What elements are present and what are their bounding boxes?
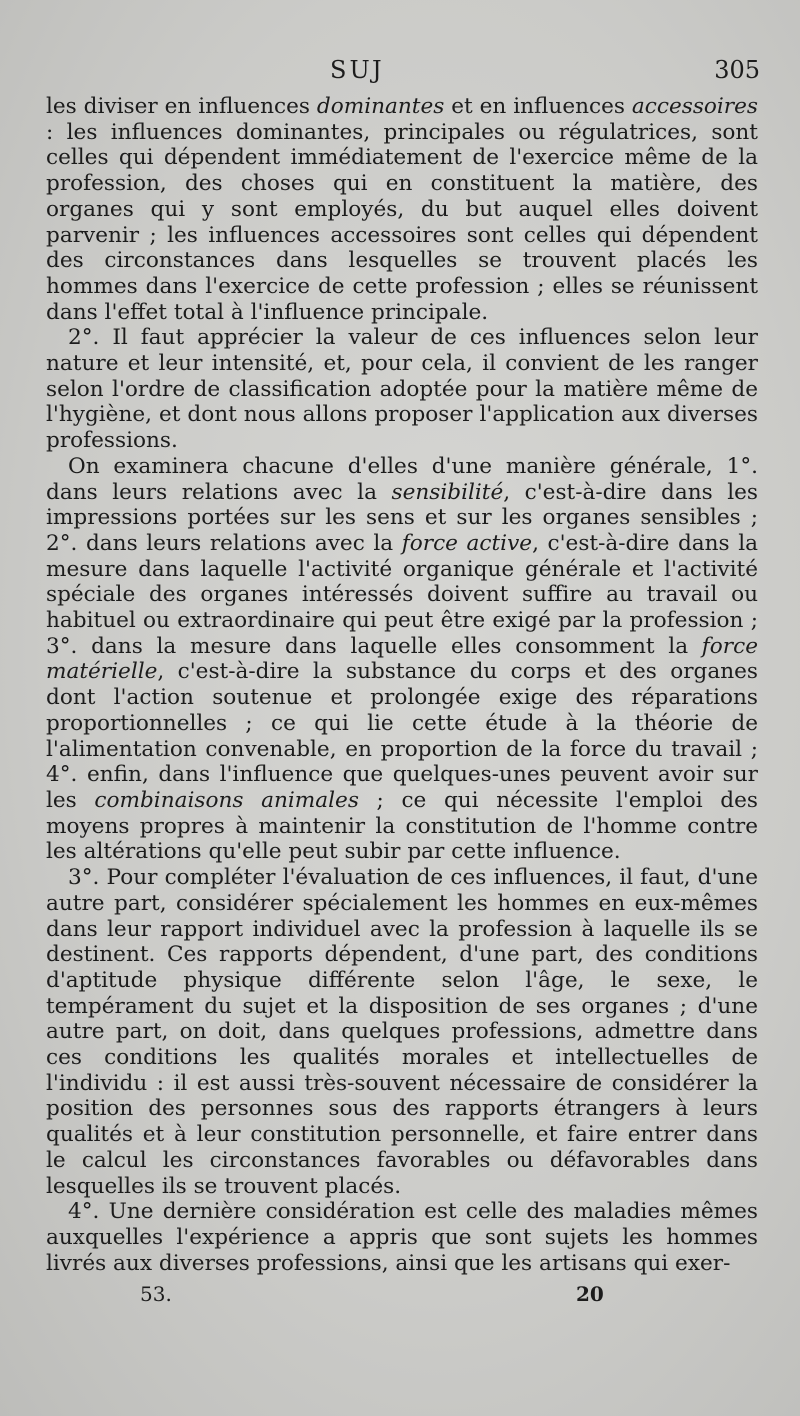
text-run: , c'est-à-dire la substance du corps et des organes dont l'action soutenue et prolongée exige des réparations proportionnelles ; ce qui lie cette étude à la théorie de l'alimentation convenable, en proportion de la force du travail ; 4°. enfin, dans l'influence que quelques-unes peuvent avoir sur les	[46, 659, 758, 813]
paragraph	[46, 454, 758, 865]
text-run: : les influences dominantes, principales ou régulatrices, sont celles qui dépendent immédiatement de l'exercice même de la profession, des choses qui en constituent la matière, des organes qui y sont employés, du but auquel elles doivent parvenir ; les influences accessoires sont celles qui dépendent des circonstances dans lesquelles se trouvent placés les hommes dans l'exercice de cette profession ; elles se réunissent dans l'effet total à l'influence principale.	[46, 119, 758, 325]
paragraph	[46, 325, 758, 454]
italic-term: accessoires	[631, 94, 758, 119]
page-footer	[0, 1282, 800, 1312]
text-run: 4°. Une dernière considération est celle des maladies mêmes auxquelles l'expérience a appris que sont sujets les hommes livrés aux diverses professions, ainsi que les artisans qui exer-	[46, 1199, 758, 1276]
page-number: 305	[714, 56, 760, 84]
italic-term: combinaisons animales	[94, 787, 359, 813]
text-run: , c'est-à-dire dans les impressions portées sur les sens et sur les organes sensibles ; 2°. dans leurs relations avec la	[46, 479, 758, 556]
italic-term: sensibilité	[391, 479, 504, 505]
body-text	[46, 94, 758, 1276]
text-run: 2°. Il faut apprécier la valeur de ces influences selon leur nature et leur intensité, et, pour cela, il convient de les ranger selon l'ordre de classification adoptée pour la matière même de l'hygiène, et dont nous allons proposer l'application aux diverses professions.	[46, 325, 758, 454]
text-run: et en influences	[444, 94, 632, 119]
page-header	[0, 56, 800, 92]
running-head: SUJ	[330, 56, 385, 84]
italic-term: force matérielle	[46, 633, 758, 685]
paragraph	[46, 1199, 758, 1276]
signature-mark: 53.	[140, 1282, 172, 1306]
italic-term: force active	[401, 530, 533, 556]
paragraph	[46, 865, 758, 1199]
paragraph	[46, 94, 758, 325]
text-run: 3°. Pour compléter l'évaluation de ces influences, il faut, d'une autre part, considérer spécialement les hommes en eux-mêmes dans leur rapport individuel avec la profession à laquelle ils se destinent. Ces rapports dépendent, d'une part, des conditions d'aptitude physique différente selon l'âge, le sexe, le tempérament du sujet et la disposition de ses organes ; d'une autre part, on doit, dans quelques professions, admettre dans ces conditions les qualités morales et intellectuelles de l'individu : il est aussi très-souvent nécessaire de considérer la position des personnes sous des rapports étrangers à leurs qualités et à leur constitution personnelle, et faire entrer dans le calcul les circonstances favorables ou défavorables dans lesquelles ils se trouvent placés.	[46, 865, 758, 1199]
text-run: ; ce qui nécessite l'emploi des moyens propres à maintenir la constitution de l'homme contre les altérations qu'elle peut subir par cette influence.	[46, 787, 758, 865]
italic-term: dominantes	[316, 94, 445, 119]
text-run: On examinera chacune d'elles d'une manière générale, 1°. dans leurs relations avec la	[46, 453, 758, 505]
text-run: , c'est-à-dire dans la mesure dans laquelle l'activité organique générale et l'activité spéciale des organes intéressés doivent suffire au travail ou habituel ou extraordinaire qui peut être exigé par la profession ; 3°. dans la mesure dans laquelle elles consomment la	[46, 530, 758, 659]
text-run: les diviser en influences	[46, 94, 317, 119]
sheet-number: 20	[576, 1282, 604, 1306]
